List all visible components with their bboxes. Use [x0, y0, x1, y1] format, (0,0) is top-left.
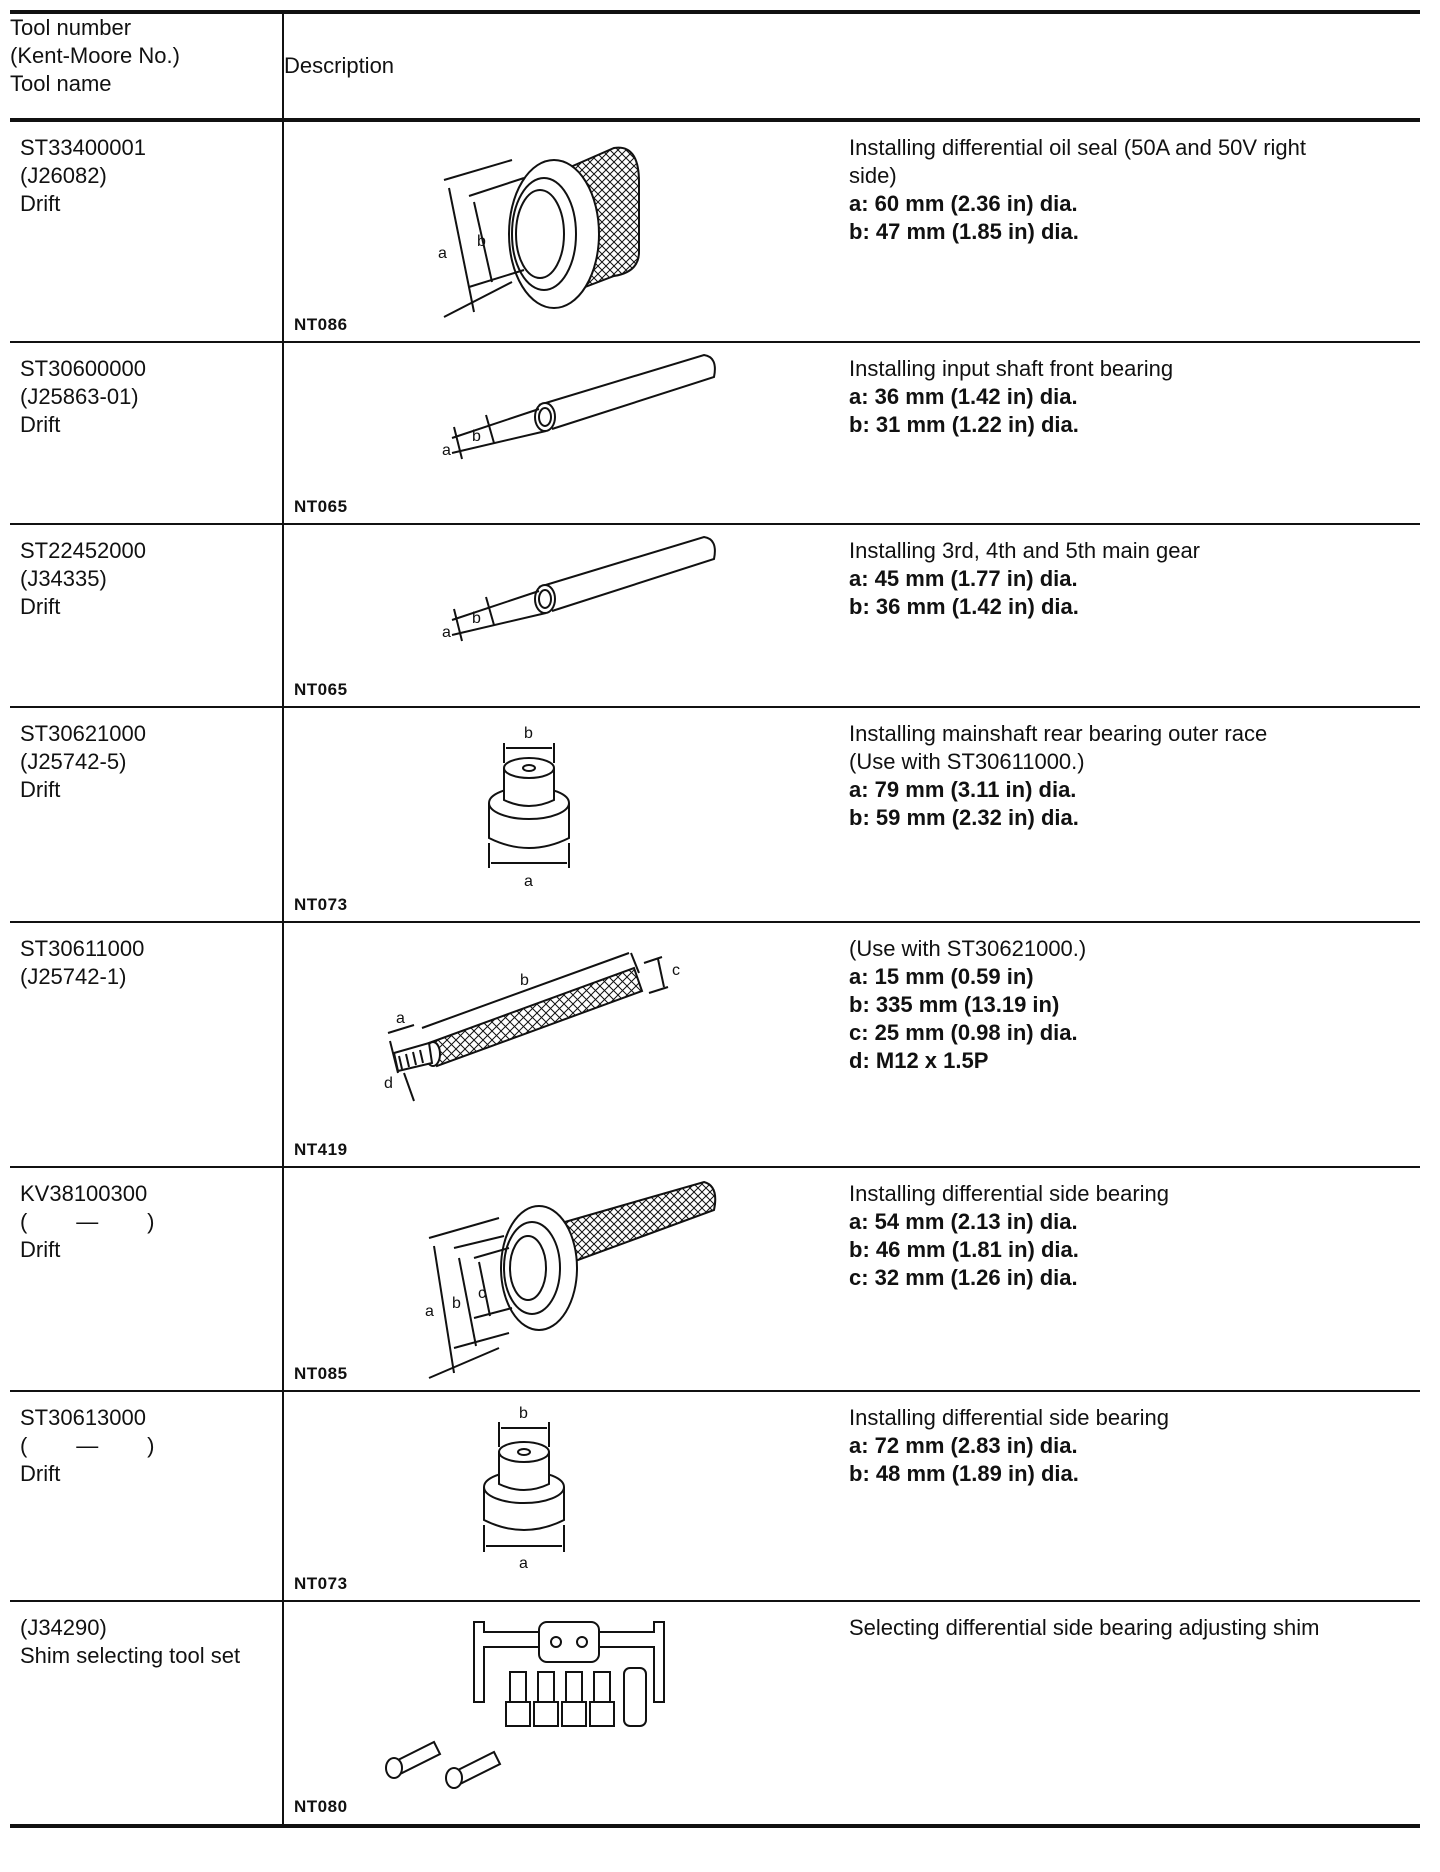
svg-text:b: b	[524, 725, 533, 742]
tool-name: Drift	[20, 777, 61, 802]
tool-name: Shim selecting tool set	[20, 1643, 241, 1668]
description-cell	[283, 120, 1420, 342]
description-cell	[283, 1391, 1420, 1601]
table-row	[10, 342, 1420, 524]
header-line: Tool number	[10, 15, 132, 40]
description-cell	[283, 1601, 1420, 1826]
tool-name: Drift	[20, 1237, 61, 1262]
table-row	[10, 120, 1420, 342]
description-text: Installing differential side bearing a: 72 mm (2.83 in) dia. b: 48 mm (1.89 in) dia.	[849, 1405, 1170, 1486]
svg-text:a: a	[524, 873, 533, 890]
figure-code: NT065	[294, 497, 348, 516]
shim-tool-set-icon	[294, 1602, 814, 1823]
kent-moore-number: (J25863-01)	[20, 384, 139, 409]
tool-name: Drift	[20, 191, 61, 216]
kent-moore-number: (J34290)	[20, 1615, 107, 1640]
tool-column-header	[10, 12, 283, 120]
special-tools-table	[10, 10, 1420, 1828]
tool-cell	[10, 524, 283, 707]
figure-code: NT073	[294, 895, 348, 914]
description-text: Installing differential side bearing a: 54 mm (2.13 in) dia. b: 46 mm (1.81 in) dia. c: 32 mm (1.26 in) dia.	[849, 1181, 1170, 1290]
description-text: Installing mainshaft rear bearing outer race (Use with ST30611000.) a: 79 mm (3.11 in) dia. b: 59 mm (2.32 in) dia.	[849, 721, 1268, 830]
tool-number: ST30611000	[20, 936, 145, 961]
svg-text:b: b	[519, 1405, 528, 1422]
table-row	[10, 1391, 1420, 1601]
tool-cell	[10, 120, 283, 342]
svg-text:b: b	[472, 610, 481, 627]
tool-number: ST22452000	[20, 538, 146, 563]
description-text: Installing 3rd, 4th and 5th main gear a: 45 mm (1.77 in) dia. b: 36 mm (1.42 in) dia.	[849, 538, 1201, 619]
figure-code: NT065	[294, 680, 348, 699]
header-line: Tool name	[10, 71, 112, 96]
figure-code: NT080	[294, 1797, 348, 1816]
description-text: Installing differential oil seal (50A and 50V right side) a: 60 mm (2.36 in) dia. b: 47 mm (1.85 in) dia.	[849, 135, 1306, 244]
svg-text:a: a	[438, 245, 447, 262]
figure-code: NT085	[294, 1364, 348, 1383]
svg-text:d: d	[384, 1075, 393, 1092]
table-header-row	[10, 12, 1420, 120]
description-cell	[283, 1167, 1420, 1391]
tool-cell	[10, 342, 283, 524]
svg-text:b: b	[472, 428, 481, 445]
figure-code: NT073	[294, 1574, 348, 1593]
tool-cell	[10, 707, 283, 922]
description-text: Installing input shaft front bearing a: 36 mm (1.42 in) dia. b: 31 mm (1.22 in) dia.	[849, 356, 1174, 437]
description-cell	[283, 922, 1420, 1167]
svg-text:c: c	[672, 962, 680, 979]
tube-drift-icon	[294, 525, 814, 706]
svg-text:a: a	[442, 624, 451, 641]
knurled-handle-icon	[294, 923, 814, 1166]
svg-text:c: c	[478, 1285, 486, 1302]
tool-name: Drift	[20, 1461, 61, 1486]
tool-number: ST30613000	[20, 1405, 146, 1430]
tool-number: ST30600000	[20, 356, 146, 381]
svg-text:b: b	[520, 972, 529, 989]
svg-text:a: a	[442, 442, 451, 459]
tube-drift-icon	[294, 343, 814, 523]
description-text: (Use with ST30621000.) a: 15 mm (0.59 in) b: 335 mm (13.19 in) c: 25 mm (0.98 in) dia. d: M12 x 1.5P	[849, 936, 1087, 1073]
drift-side-bearing-icon	[294, 1168, 814, 1390]
table-row	[10, 1167, 1420, 1391]
figure-code: NT419	[294, 1140, 348, 1159]
kent-moore-number: (J25742-1)	[20, 964, 127, 989]
svg-text:a: a	[425, 1303, 434, 1320]
tool-number: ST30621000	[20, 721, 146, 746]
tool-name: Drift	[20, 594, 61, 619]
kent-moore-number: (J34335)	[20, 566, 107, 591]
tool-number: ST33400001	[20, 135, 146, 160]
svg-text:b: b	[452, 1295, 461, 1312]
table-row	[10, 707, 1420, 922]
kent-moore-number: (J25742-5)	[20, 749, 127, 774]
tool-cell	[10, 1601, 283, 1826]
figure-code: NT086	[294, 315, 348, 334]
description-cell	[283, 524, 1420, 707]
table-row	[10, 1601, 1420, 1826]
description-cell	[283, 707, 1420, 922]
stepped-drift-icon	[294, 1392, 814, 1600]
tool-number: KV38100300	[20, 1181, 148, 1206]
tool-cell	[10, 922, 283, 1167]
svg-text:a: a	[396, 1010, 405, 1027]
description-cell	[283, 342, 1420, 524]
description-text: Selecting differential side bearing adjusting shim	[849, 1615, 1320, 1640]
tool-cell	[10, 1167, 283, 1391]
tool-name: Drift	[20, 412, 61, 437]
header-line: (Kent-Moore No.)	[10, 43, 180, 68]
svg-text:b: b	[477, 233, 486, 250]
kent-moore-number: ( — )	[20, 1433, 155, 1458]
tool-cell	[10, 1391, 283, 1601]
drift-seal-installer-icon	[294, 122, 814, 341]
kent-moore-number: (J26082)	[20, 163, 107, 188]
svg-text:a: a	[519, 1555, 528, 1572]
kent-moore-number: ( — )	[20, 1209, 155, 1234]
description-column-header: Description	[284, 53, 395, 78]
table-row	[10, 524, 1420, 707]
stepped-drift-icon	[294, 708, 814, 921]
table-row	[10, 922, 1420, 1167]
